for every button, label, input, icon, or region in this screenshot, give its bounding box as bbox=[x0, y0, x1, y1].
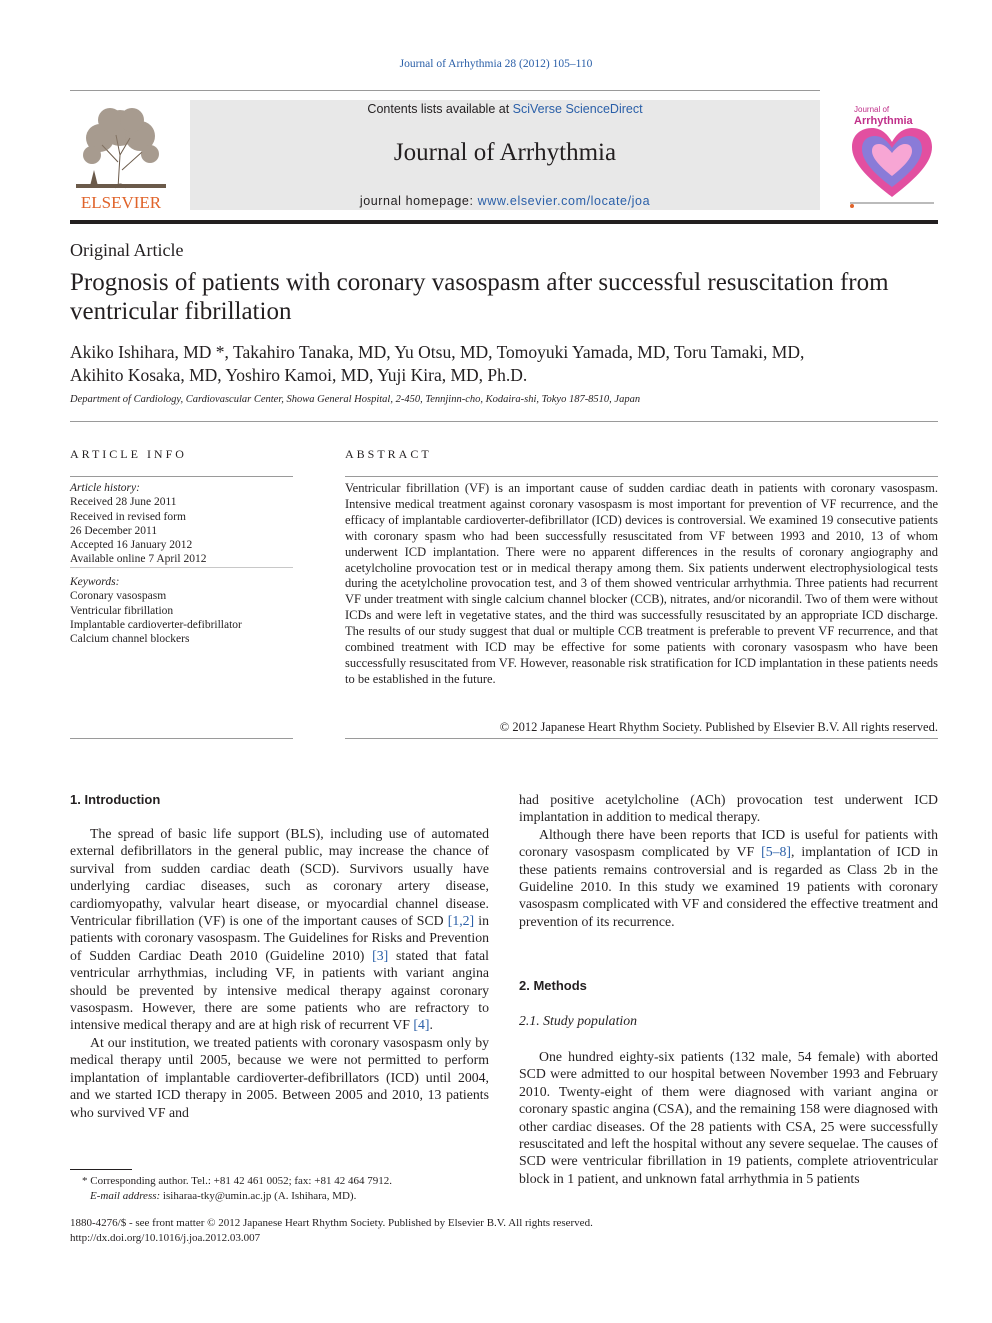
contents-prefix: Contents lists available at bbox=[367, 102, 513, 116]
sciencedirect-link[interactable]: SciVerse ScienceDirect bbox=[512, 102, 643, 116]
issn-line: 1880-4276/$ - see front matter © 2012 Japanese Heart Rhythm Society. Published by Elsevier B.V. All rights reserved. bbox=[70, 1217, 593, 1229]
keywords-label: Keywords: bbox=[70, 576, 120, 588]
intro-paragraph-1 bbox=[70, 825, 489, 1034]
right-column bbox=[519, 791, 938, 930]
homepage-line bbox=[190, 194, 820, 208]
journal-cover bbox=[846, 102, 938, 210]
divider bbox=[70, 738, 293, 739]
methods-column bbox=[519, 1048, 938, 1187]
abstract-copyright: © 2012 Japanese Heart Rhythm Society. Published by Elsevier B.V. All rights reserved. bbox=[499, 720, 938, 734]
homepage-prefix: journal homepage: bbox=[359, 194, 478, 208]
contents-line bbox=[190, 102, 820, 116]
citation-link[interactable]: [4] bbox=[413, 1017, 430, 1033]
divider bbox=[70, 421, 938, 422]
header-thick-rule bbox=[70, 220, 938, 224]
cover-heart-icon bbox=[846, 102, 938, 210]
elsevier-logo bbox=[70, 100, 172, 212]
text-run: . bbox=[429, 1017, 433, 1033]
doi-link[interactable]: http://dx.doi.org/10.1016/j.joa.2012.03.007 bbox=[70, 1231, 261, 1244]
intro-paragraph-3 bbox=[519, 826, 938, 930]
svg-text:ELSEVIER: ELSEVIER bbox=[80, 193, 162, 212]
text-run: stated that fatal ventricular arrhythmias, including VF, in patients with variant angina should be prevented by intensive medical therapy against coronary vasospasm. However, there are some patients who are refractory to intensive medical therapy and are at high risk of recurrent VF bbox=[70, 947, 489, 1033]
text-run: , implantation of ICD in these patients remains controversial and is regarded as Class 2b in the Guideline 2010. In this study we examined 19 patients with coronary vasospasm complicated with VF and considered the effective treatment and prevention of its recurrence. bbox=[519, 844, 938, 929]
left-column bbox=[70, 825, 489, 1121]
email-label: E-mail address: bbox=[90, 1189, 161, 1202]
keyword-item: Ventricular fibrillation bbox=[70, 604, 174, 617]
text-run: in patients with coronary vasospasm. The Guidelines for Risks and Prevention of Sudden Cardiac Death 2010 (Guideline 2010) bbox=[70, 913, 489, 963]
keywords bbox=[70, 575, 293, 646]
affiliation: Department of Cardiology, Cardiovascular Center, Showa General Hospital, 2-450, Tennjinn-cho, Kodaira-shi, Tokyo 187-8510, Japan bbox=[70, 394, 641, 405]
text-run: The spread of basic life support (BLS), including use of automated external defibrillators in the general public, may increase the chance of survival from sudden cardiac death (SCD). Survivors usually have underlying cardiac diseases, such as coronary artery disease, cardiomyopathy, valvular heart disease, or myocardial channel disease. Ventricular fibrillation (VF) is one of the important causes of SCD bbox=[70, 826, 489, 929]
intro-paragraph-2-continued: had positive acetylcholine (ACh) provocation test underwent ICD implantation in addition to medical therapy. bbox=[519, 792, 938, 825]
intro-paragraph-2: At our institution, we treated patients with coronary vasospasm only by medical therapy until 2005, because we were not permitted to perform implantation of implantable cardioverter-defibrillators (ICD) until 2004, and we started ICD therapy in 2005. Between 2005 and 2010, 13 patients who survived VF and bbox=[70, 1034, 489, 1120]
study-population-heading: 2.1. Study population bbox=[519, 1013, 638, 1028]
svg-text:Journal of: Journal of bbox=[854, 105, 890, 114]
history-item: Received 28 June 2011 bbox=[70, 496, 177, 509]
corresponding-author: * Corresponding author. Tel.: +81 42 461 0052; fax: +81 42 464 7912. bbox=[82, 1175, 392, 1187]
history-item: Received in revised form bbox=[70, 510, 186, 523]
email-address[interactable]: isiharaa-tky@umin.ac.jp (A. Ishihara, MD). bbox=[160, 1189, 357, 1202]
article-title: Prognosis of patients with coronary vasospasm after successful resuscitation from ventricular fibrillation bbox=[70, 269, 889, 325]
keyword-item: Implantable cardioverter-defibrillator bbox=[70, 618, 242, 631]
divider bbox=[345, 476, 938, 477]
article-info-heading: ARTICLE INFO bbox=[70, 447, 187, 461]
email-line bbox=[70, 1189, 489, 1204]
history-item: Available online 7 April 2012 bbox=[70, 553, 207, 566]
history-label: Article history: bbox=[70, 482, 140, 494]
divider bbox=[70, 476, 293, 477]
methods-heading: 2. Methods bbox=[519, 978, 587, 993]
footnote bbox=[70, 1174, 489, 1203]
footnote-rule bbox=[70, 1169, 132, 1170]
divider bbox=[345, 738, 938, 739]
abstract-text: Ventricular fibrillation (VF) is an important cause of sudden cardiac death in patients with coronary vasospasm. Intensive medical treatment against coronary vasospasm is most important for prevention of VF recurrence, and the efficacy of implantable cardioverter-defibrillator (ICD) devices is controversial. We examined 19 consecutive patients with coronary spasm who had been successfully resuscitated from VF between 1993 and 2010, 13 of whom underwent ICD implantation. There were no apparent differences in the results of coronary angiography and acetylcholine provocation test or in medical therapy among them. Six patients underwent electrophysiological tests during the acetylcholine provocation test, and 3 of them showed ventricular arrhythmia. Three patients had recurrent VF under treatment with single calcium channel blocker (CCB), nitrates, and/or nicorandil. Two of them were without ICDs and were left in vegetative states, and the third was successfully resuscitated by an appropriate ICD discharge. The results of our study suggest that dual or multiple CCB treatment is preferable to prevent VF recurrence, and that combined treatment with ICD may be effective for some patients with coronary vasospasm who have been successfully resuscitated from VF. However, reasonable risk stratification for ICD implantation in these patients needs to be established in the future. bbox=[345, 481, 938, 686]
introduction-heading: 1. Introduction bbox=[70, 792, 161, 807]
tree-logo-icon bbox=[70, 100, 172, 212]
abstract-heading: ABSTRACT bbox=[345, 447, 432, 461]
journal-name: Journal of Arrhythmia bbox=[393, 139, 617, 166]
article-history bbox=[70, 481, 293, 567]
keyword-item: Calcium channel blockers bbox=[70, 633, 190, 646]
citation-link[interactable]: [1,2] bbox=[447, 913, 475, 929]
citation-link[interactable]: [5–8] bbox=[761, 844, 792, 860]
author-list bbox=[70, 341, 940, 386]
history-item: 26 December 2011 bbox=[70, 524, 158, 537]
page-footer bbox=[70, 1216, 770, 1245]
homepage-link[interactable]: www.elsevier.com/locate/joa bbox=[477, 194, 651, 208]
svg-text:Arrhythmia: Arrhythmia bbox=[854, 115, 913, 127]
keyword-item: Coronary vasospasm bbox=[70, 590, 167, 603]
article-type: Original Article bbox=[70, 240, 184, 260]
divider bbox=[70, 567, 293, 568]
methods-paragraph-1: One hundred eighty-six patients (132 male, 54 female) with aborted SCD were admitted to our hospital between November 1993 and February 2010. Twenty-eight of them were diagnosed with variant angina or coronary spastic angina (CSA), and the remaining 158 were diagnosed with other cardiac diseases. Of the 28 patients with CSA, 25 were successfully resuscitated and left the hospital without any severe sequelae. The causes of SCD were ventricular fibrillation in 19 patients, complete atrioventricular block in 1 patient, and unknown fatal arrhythmia in 5 patients bbox=[519, 1049, 938, 1186]
text-run: Although there have been reports that ICD is useful for patients with coronary vasospasm complicated by VF bbox=[519, 826, 938, 860]
journal-reference[interactable]: Journal of Arrhythmia 28 (2012) 105–110 bbox=[399, 58, 593, 70]
citation-link[interactable]: [3] bbox=[372, 947, 389, 963]
authors-line-2[interactable]: Akihito Kosaka, MD, Yoshiro Kamoi, MD, Yuji Kira, MD, Ph.D. bbox=[70, 364, 528, 385]
header-rule bbox=[70, 90, 820, 91]
history-item: Accepted 16 January 2012 bbox=[70, 539, 193, 552]
authors-line-1[interactable]: Akiko Ishihara, MD *, Takahiro Tanaka, MD, Yu Otsu, MD, Tomoyuki Yamada, MD, Toru Tamaki, MD, bbox=[70, 342, 805, 362]
